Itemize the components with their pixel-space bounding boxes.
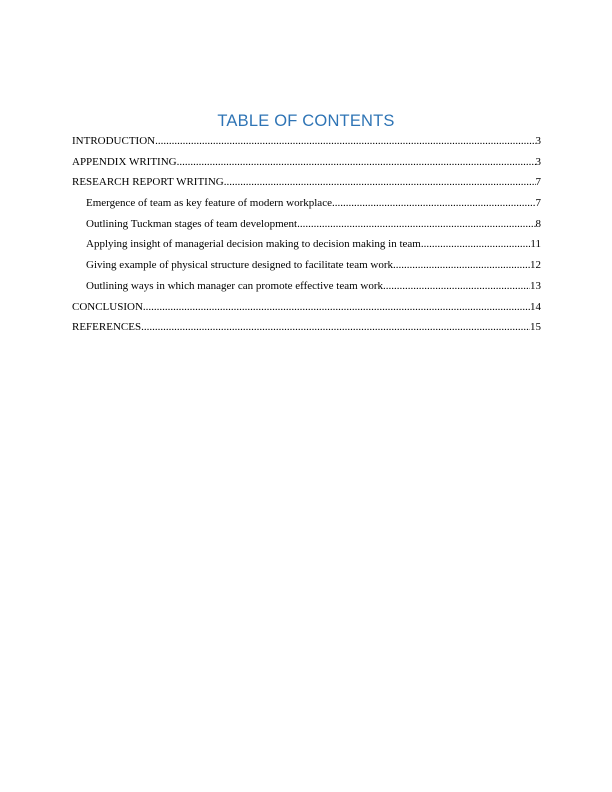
dot-leader (177, 154, 536, 170)
toc-entry-label[interactable]: CONCLUSION (72, 300, 143, 313)
toc-entry-managerial-decision-making[interactable] (72, 236, 541, 257)
toc-entry-introduction[interactable] (72, 133, 541, 154)
toc-page-number: 12 (530, 259, 541, 272)
toc-page-number: 3 (535, 135, 541, 147)
toc-entry-label[interactable]: Outlining ways in which manager can promote effective team work (86, 279, 384, 292)
dot-leader (141, 319, 530, 335)
toc-page-number: 13 (530, 279, 541, 292)
toc-page-number: 11 (530, 238, 541, 251)
toc-entry-label[interactable]: INTRODUCTION (72, 135, 156, 147)
toc-page-number: 15 (530, 321, 541, 334)
dot-leader (383, 278, 530, 294)
toc-entry-label[interactable]: Applying insight of managerial decision making to decision making in team (86, 238, 421, 251)
toc-page-number: 7 (535, 197, 541, 210)
toc-entry-label[interactable]: Emergence of team as key feature of modern workplace (86, 197, 332, 210)
toc-page-number: 7 (535, 176, 541, 189)
toc-title: TABLE OF CONTENTS (217, 112, 395, 130)
toc-entry-references[interactable] (72, 319, 541, 340)
toc-page-number: 14 (530, 300, 541, 313)
dot-leader (421, 236, 531, 252)
toc-page-number: 8 (535, 217, 541, 230)
toc-entry-label[interactable]: REFERENCES (72, 321, 142, 334)
toc-entry-emergence-of-team[interactable] (72, 195, 541, 216)
dot-leader (155, 133, 535, 149)
toc-entry-label[interactable]: RESEARCH REPORT WRITING (72, 176, 224, 189)
toc-entry-physical-structure[interactable] (72, 257, 541, 278)
toc-entry-research-report-writing[interactable] (72, 174, 541, 195)
dot-leader (393, 257, 530, 273)
table-of-contents (72, 133, 541, 340)
toc-entry-label[interactable]: APPENDIX WRITING (72, 155, 177, 168)
toc-entry-tuckman-stages[interactable] (72, 216, 541, 237)
toc-page-number: 3 (535, 155, 541, 168)
dot-leader (224, 174, 536, 190)
dot-leader (297, 216, 535, 232)
toc-entry-label[interactable]: Giving example of physical structure designed to facilitate team work (86, 259, 393, 272)
toc-entry-appendix-writing[interactable] (72, 154, 541, 175)
toc-entry-conclusion[interactable] (72, 299, 541, 320)
dot-leader (332, 195, 536, 211)
toc-entry-promote-effective-team-work[interactable] (72, 278, 541, 299)
dot-leader (143, 299, 530, 315)
toc-entry-label[interactable]: Outlining Tuckman stages of team development (86, 217, 298, 230)
